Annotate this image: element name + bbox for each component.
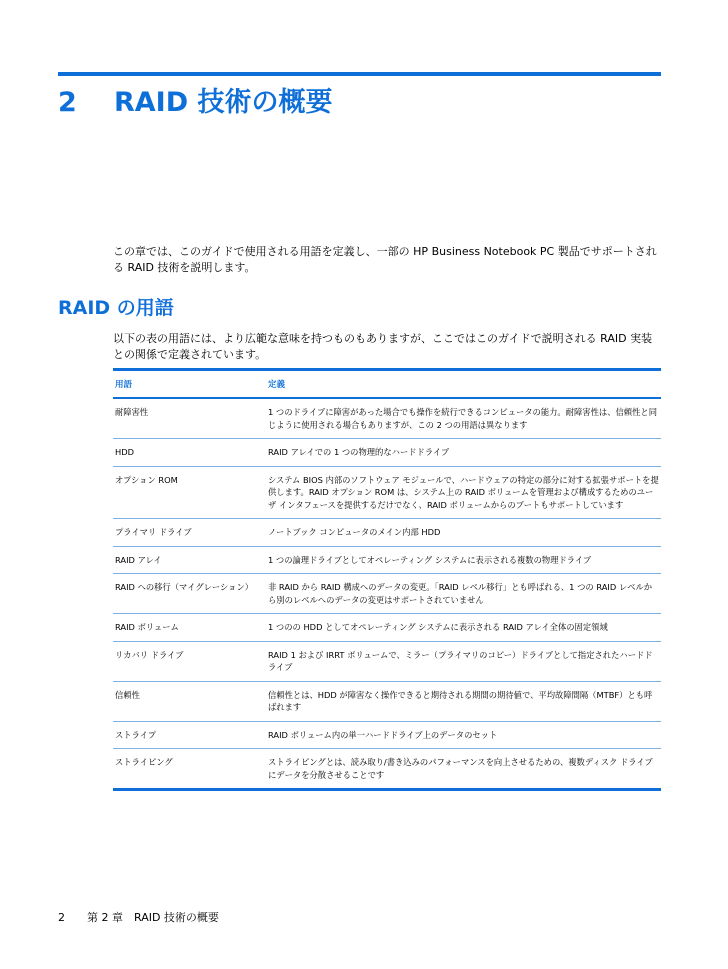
term-cell: RAID ボリューム [115, 622, 179, 632]
term-cell: ストライプ [115, 729, 156, 740]
term-cell: HDD [115, 447, 135, 457]
table-row [113, 641, 661, 681]
table-row [113, 466, 661, 519]
table-row [113, 573, 661, 613]
page-number: 2 [58, 911, 65, 924]
section-intro-paragraph: 以下の表の用語には、より広範な意味を持つものもありますが、ここではこのガイドで説明される RAID 実装との関係で定義されています。 [113, 332, 653, 361]
definition-cell: ノートブック コンピュータのメイン内部 HDD [268, 527, 441, 537]
terms-table-body [113, 399, 661, 788]
footer-chapter-label: 第 2 章 RAID 技術の概要 [87, 911, 219, 924]
term-cell: リカバリ ドライブ [115, 649, 184, 660]
term-cell: オプション ROM [115, 474, 178, 485]
chapter-title-text: RAID 技術の概要 [114, 87, 333, 118]
definition-cell: RAID 1 および IRRT ボリュームで、ミラー（プライマリのコピー）ドライブとして指定されたハードドライブ [268, 649, 653, 672]
table-row [113, 546, 661, 574]
table-row [113, 681, 661, 721]
definition-cell: 1 つの論理ドライブとしてオペレーティング システムに表示される複数の物理ドライブ [268, 554, 592, 565]
term-cell: 耐障害性 [115, 407, 149, 417]
terms-table [113, 368, 661, 791]
table-row [113, 438, 661, 466]
definition-cell: ストライピングとは、読み取り/書き込みのパフォーマンスを向上させるための、複数ディスク ドライブにデータを分散させることです [268, 757, 653, 780]
chapter-title [58, 80, 661, 119]
table-row [113, 721, 661, 749]
term-cell: RAID アレイ [115, 554, 162, 565]
table-row [113, 748, 661, 788]
term-cell: RAID への移行（マイグレーション） [115, 582, 254, 592]
chapter-number: 2 [58, 87, 77, 118]
term-cell: プライマリ ドライブ [115, 527, 192, 537]
table-row [113, 613, 661, 641]
definition-cell: 1 つのドライブに障害があった場合でも操作を続行できるコンピュータの能力。耐障害性は、信頼性と同じように使用される場合もありますが、この 2 つの用語は異なります [268, 407, 657, 430]
header-term: 用語 [115, 380, 133, 390]
header-definition: 定義 [268, 380, 286, 390]
chapter-intro-paragraph: この章では、このガイドで使用される用語を定義し、一部の HP Business Notebook PC 製品でサポートされる RAID 技術を説明します。 [113, 245, 657, 274]
chapter-top-rule [58, 72, 661, 76]
page-footer [58, 909, 219, 925]
definition-cell: RAID ボリューム内の単一ハードドライブ上のデータのセット [268, 729, 498, 740]
definition-cell: システム BIOS 内部のソフトウェア モジュールで、ハードウェアの特定の部分に対する拡張サポートを提供します。RAID オプション ROM は、システム上の RAID ボリュームを管理および構成するためのユーザ インタフェースを提供するだけでなく、RAID ボリュームからのブートもサポートしています [268, 474, 659, 510]
definition-cell: 1 つのの HDD としてオペレーティング システムに表示される RAID アレイ全体の固定領域 [268, 622, 608, 632]
term-cell: ストライピング [115, 757, 173, 767]
definition-cell: 非 RAID から RAID 構成へのデータの変更。「RAID レベル移行」とも呼ばれる、1 つの RAID レベルから別のレベルへのデータの変更はサポートされていません [268, 582, 653, 605]
definition-cell: 信頼性とは、HDD が障害なく操作できると期待される期間の期待値で、平均故障間隔（MTBF）とも呼ばれます [268, 689, 653, 712]
section-heading: RAID の用語 [58, 297, 174, 319]
term-cell: 信頼性 [115, 689, 140, 700]
terms-table-header [113, 371, 661, 399]
table-row [113, 518, 661, 546]
table-row [113, 399, 661, 438]
definition-cell: RAID アレイでの 1 つの物理的なハードドライブ [268, 447, 450, 457]
